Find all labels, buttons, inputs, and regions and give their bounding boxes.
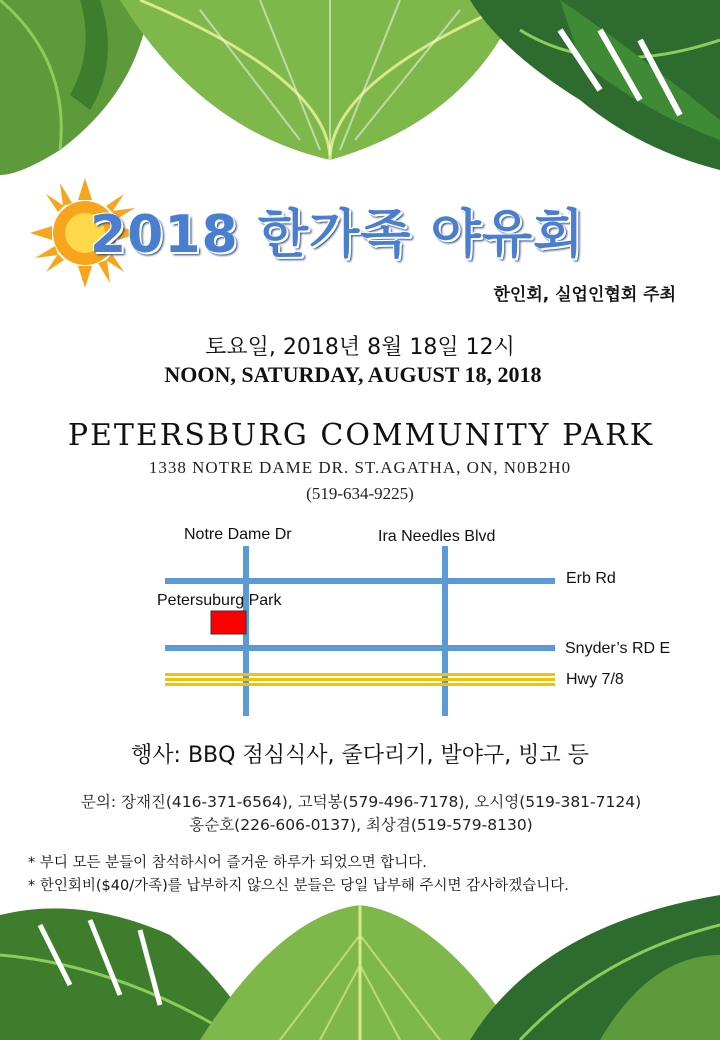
- event-date-korean: 토요일, 2018년 8월 18일 12시: [205, 335, 515, 360]
- leaf-left-icon: [0, 0, 150, 175]
- location-map: [0, 510, 720, 730]
- palm-leaves-bottom-decoration: [0, 895, 720, 1040]
- contact-line-2: 홍순호(226-606-0137), 최상겸(519-579-8130): [189, 816, 533, 834]
- label-ira-needles: Ira Needles Blvd: [378, 528, 496, 545]
- leaf-top-center-icon: [120, 0, 520, 160]
- leaf-bottom-right-icon: [470, 895, 720, 1040]
- road-erb: [165, 578, 555, 584]
- label-notre-dame: Notre Dame Dr: [184, 526, 292, 543]
- leaf-right-icon: [470, 0, 720, 170]
- event-activities: 행사: BBQ 점심식사, 줄다리기, 발야구, 빙고 등: [131, 743, 589, 768]
- park-address: 1338 NOTRE DAME DR. ST.AGATHA, ON, N0B2H0: [148, 458, 572, 477]
- map-roads: [0, 510, 720, 730]
- label-snyders: Snyder’s RD E: [565, 640, 671, 657]
- page-title: 2018 한가족 야유회: [90, 205, 585, 265]
- park-phone: (519-634-9225): [306, 484, 414, 503]
- contact-line-1: 문의: 장재진(416-371-6564), 고덕봉(579-496-7178), 오시영(519-381-7124): [80, 793, 642, 811]
- park-name: PETERSBURG COMMUNITY PARK: [67, 418, 655, 453]
- label-erb: Erb Rd: [566, 570, 616, 587]
- leaf-bottom-center-icon: [200, 905, 520, 1040]
- road-snyders: [165, 645, 555, 651]
- label-hwy: Hwy 7/8: [566, 671, 624, 688]
- host-organizations: 한인회, 실업인협회 주최: [493, 285, 676, 305]
- palm-leaves-top-decoration: [0, 0, 720, 190]
- label-park: Petersuburg Park: [157, 592, 282, 609]
- park-marker: [211, 611, 246, 634]
- road-ira-needles: [442, 546, 448, 716]
- note-1: * 부디 모든 분들이 참석하시어 즐거운 하루가 되었으면 합니다.: [28, 855, 427, 871]
- road-hwy: [165, 673, 555, 686]
- note-2: * 한인회비($40/가족)를 납부하지 않으신 분들은 당일 납부해 주시면 감사하겠습니다.: [28, 878, 569, 894]
- event-date-english: NOON, SATURDAY, AUGUST 18, 2018: [164, 362, 542, 387]
